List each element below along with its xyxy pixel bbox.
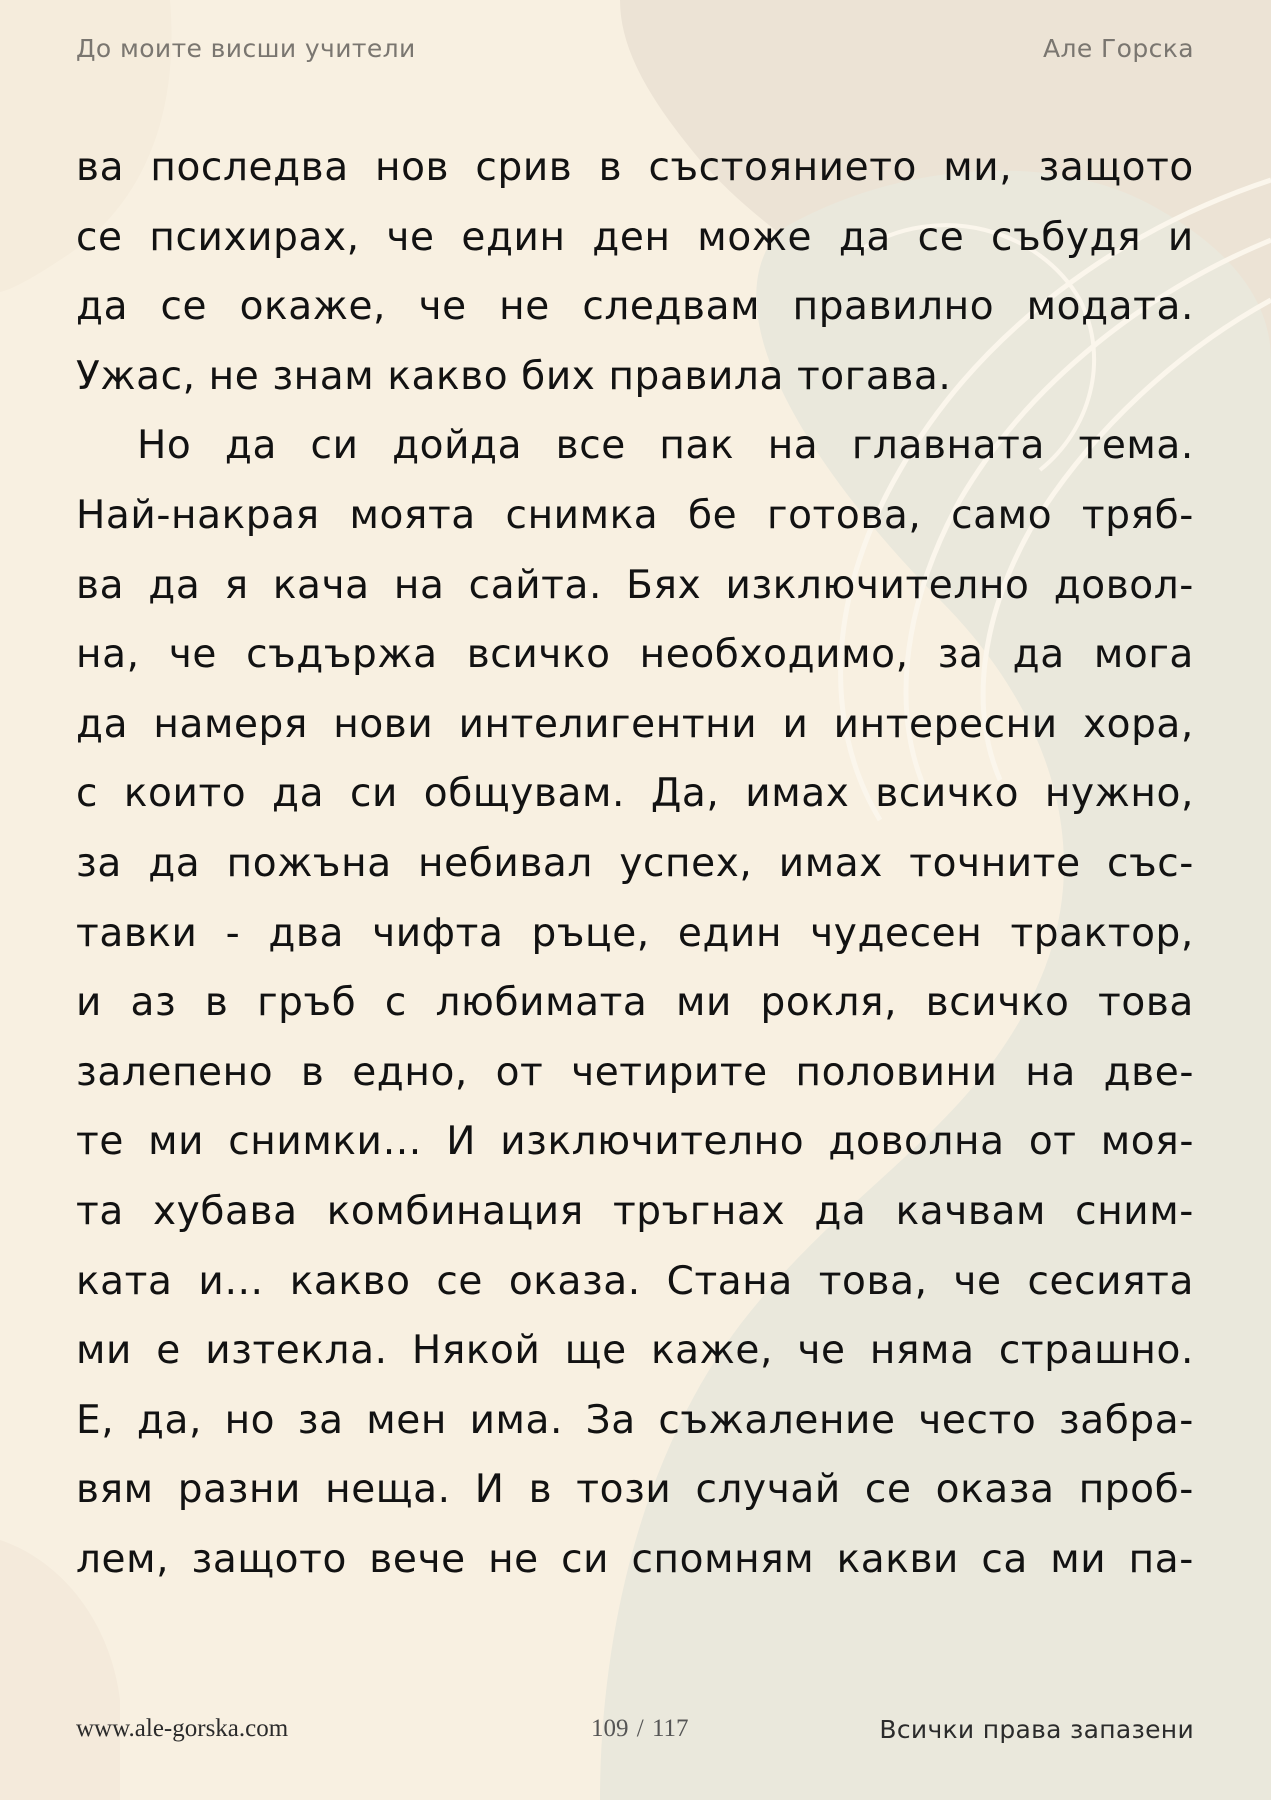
text-line: да се окаже, че не следвам правилно модата.	[76, 284, 1194, 330]
page-header	[76, 34, 1194, 70]
text-line: да намеря нови интелигентни и интересни хора,	[76, 701, 1194, 747]
text-line: та хубава комбинация тръгнах да качвам сним-	[76, 1188, 1194, 1234]
website-link[interactable]: www.ale-gorska.com	[76, 1715, 289, 1742]
page-total: 117	[651, 1715, 689, 1742]
page-footer	[76, 1715, 1194, 1751]
text-line: залепено в едно, от четирите половини на две-	[76, 1049, 1194, 1095]
text-line: тавки - два чифта ръце, един чудесен трактор,	[76, 910, 1194, 956]
text-line: и аз в гръб с любимата ми рокля, всичко това	[76, 980, 1194, 1026]
text-line: се психирах, че един ден може да се събудя и	[76, 214, 1194, 260]
page-current: 109	[591, 1715, 629, 1742]
text-line: Но да си дойда все пак на главната тема.	[137, 423, 1194, 469]
text-line: ми е изтекла. Някой ще каже, че няма страшно.	[76, 1328, 1194, 1374]
page-separator: /	[636, 1715, 644, 1742]
text-line: Е, да, но за мен има. За съжаление често забра-	[76, 1397, 1194, 1443]
text-line: за да пожъна небивал успех, имах точните със-	[76, 840, 1194, 886]
text-line: на, че съдържа всичко необходимо, за да мога	[76, 632, 1194, 678]
book-title: До моите висши учители	[76, 34, 416, 63]
text-line: ката и… какво се оказа. Стана това, че сесията	[76, 1258, 1194, 1304]
author-name: Але Горска	[1043, 34, 1194, 63]
page-number	[591, 1715, 689, 1743]
text-line: ва да я кача на сайта. Бях изключително довол-	[76, 562, 1194, 608]
text-line: вям разни неща. И в този случай се оказа проб-	[76, 1467, 1194, 1513]
copyright-notice: Всички права запазени	[879, 1715, 1194, 1744]
text-line: с които да си общувам. Да, имах всичко нужно,	[76, 771, 1194, 817]
text-line: те ми снимки… И изключително доволна от моя-	[76, 1119, 1194, 1165]
text-line: лем, защото вече не си спомням какви са ми па-	[76, 1536, 1194, 1582]
text-line: Ужас, не знам какво бих правила тогава.	[76, 353, 952, 399]
text-line: Най-накрая моята снимка бе готова, само тряб-	[76, 492, 1194, 538]
body-text	[76, 133, 1194, 1594]
text-line: ва последва нов срив в състоянието ми, защото	[76, 145, 1194, 190]
